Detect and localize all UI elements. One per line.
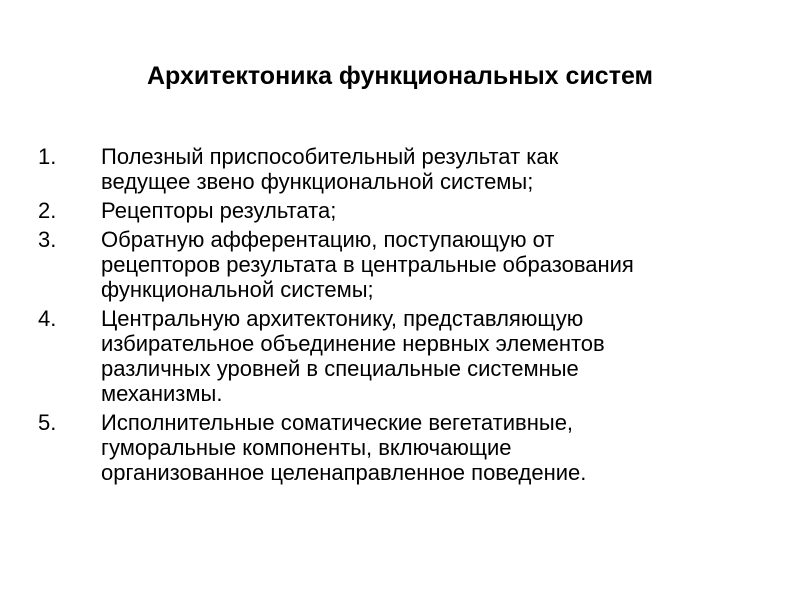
list-item [38, 410, 778, 485]
list-item-number: 2. [38, 198, 57, 223]
list-item [38, 198, 778, 223]
list-item-number: 3. [38, 227, 57, 252]
list-item-number: 5. [38, 410, 57, 435]
list-item-text: Рецепторы результата; [101, 198, 337, 223]
list-item [38, 144, 778, 194]
slide-title: Архитектоника функциональных систем [146, 62, 654, 90]
list-item-text: Центральную архитектонику, представляющую избирательное объединение нервных элементов различных уровней в специальные системные механизмы. [101, 306, 605, 406]
list-item [38, 306, 778, 406]
list-item-text: Исполнительные соматические вегетативные, гуморальные компоненты, включающие организованное целенаправленное поведение. [101, 410, 587, 485]
list-item-number: 4. [38, 306, 57, 331]
list-item [38, 227, 778, 302]
list-item-text: Обратную афферентацию, поступающую от рецепторов результата в центральные образования функциональной системы; [101, 227, 634, 302]
list-item-number: 1. [38, 144, 57, 169]
numbered-list [38, 144, 778, 489]
list-item-text: Полезный приспособительный результат как ведущее звено функциональной системы; [101, 144, 559, 194]
